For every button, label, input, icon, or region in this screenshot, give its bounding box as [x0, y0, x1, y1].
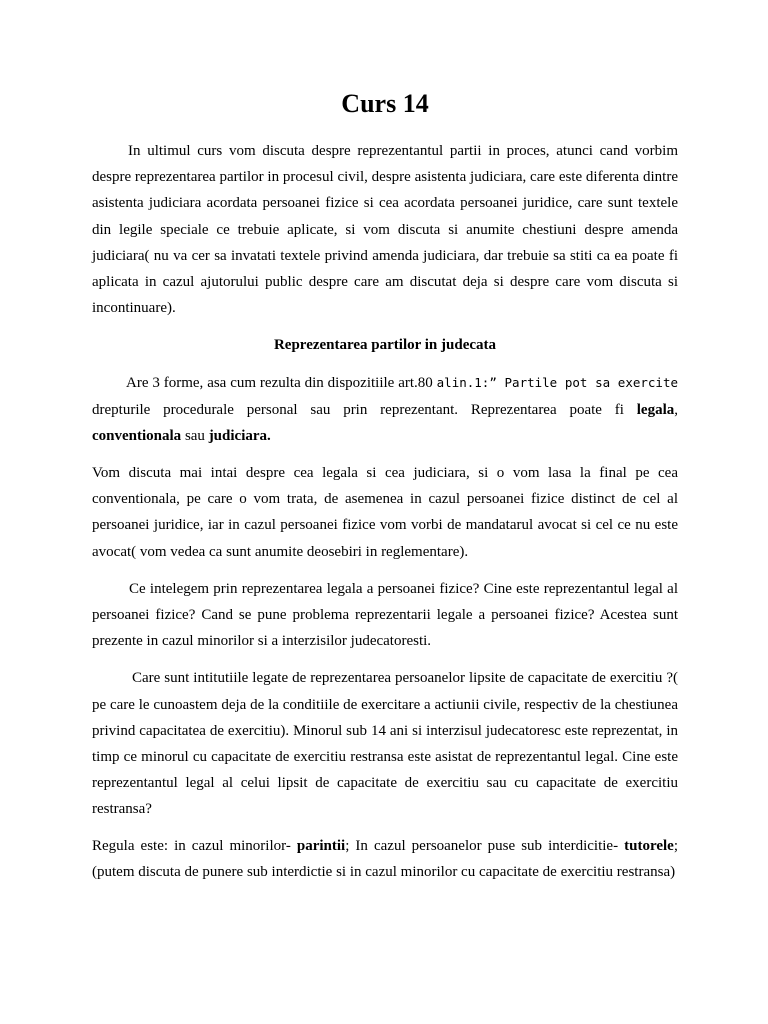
text-run: Are 3 forme, asa cum rezulta din dispozitiile art.80	[126, 375, 437, 392]
text-run: ; In cazul persoanelor puse sub interdicitie-	[345, 837, 625, 854]
document-page	[92, 0, 678, 885]
bold-term-legala: legala	[636, 401, 675, 418]
paragraph-questions: Ce intelegem prin reprezentarea legala a persoanei fizice? Cine este reprezentantul legal al persoanei fizice? Cand se pune problema reprezentarii legale a persoanei fizice? Acestea sunt prezente in cazul minorilor si a interzisilor judecatoresti.	[92, 580, 678, 650]
paragraph-order: Vom discuta mai intai despre cea legala si cea judiciara, si o vom lasa la final pe cea conventionala, pe care o vom trata, de asemenea in cazul persoanei fizice distinct de cel al persoanei juridice, iar in cazul persoanei fizice vom vorbi de mandatarul avocat si cel ce nu este avocat( vom vedea ca sunt anumite deosebiri in reglementare).	[92, 465, 678, 560]
text-run: drepturile procedurale personal sau prin reprezentant. Reprezentarea poate fi	[92, 401, 637, 418]
text-run: ; (putem discuta de punere sub interdictie si in cazul minorilor cu capacitate de exercitiu restransa)	[92, 837, 678, 880]
quoted-article-text: alin.1:” Partile pot sa exercite	[436, 375, 678, 391]
paragraph-institutions: Care sunt intitutiile legate de reprezentarea persoanelor lipsite de capacitate de exercitiu ?( pe care le cunoastem deja de la conditiile de exercitare a actiunii civile, respectiv de la chestiunea privind capacitatea de exercitiu). Minorul sub 14 ani si interzisul judecatoresc este reprezentat, in timp ce minorul cu capacitate de exercitiu restransa este asistat de reprezentantul legal. Cine este reprezentantul legal al celui lipsit de capacitate de exercitiu sau cu capacitate de exercitiu restransa?	[92, 670, 678, 818]
section-heading: Reprezentarea partilor in judecata	[273, 337, 497, 354]
page-title: Curs 14	[341, 89, 429, 118]
paragraph-intro: In ultimul curs vom discuta despre reprezentantul partii in proces, atunci cand vorbim despre reprezentarea partilor in procesul civil, despre asistenta judiciara, care este diferenta dintre asistenta judiciara acordata persoanei fizice si cea acordata persoanei juridice, care sunt textele din legile speciale ce trebuie aplicate, si vom discuta si anumite chestiuni despre amenda judiciara( nu va cer sa invatati textele privind amenda judiciara, dar trebuie sa stiti ca ea poate fi aplicata in cazul ajutorului public despre care am discutat deja si despre care vom discuta si incontinuare).	[92, 143, 678, 317]
bold-term-parintii: parintii	[296, 837, 346, 854]
paragraph-forms	[92, 370, 678, 449]
text-run: Regula este: in cazul minorilor-	[92, 837, 297, 854]
bold-term-conventionala: conventionala	[92, 427, 182, 444]
paragraph-rule	[92, 833, 678, 885]
text-run: ,	[674, 401, 678, 418]
bold-term-judiciara: judiciara.	[208, 427, 271, 444]
text-run: sau	[181, 427, 209, 444]
bold-term-tutorele: tutorele	[624, 837, 674, 854]
